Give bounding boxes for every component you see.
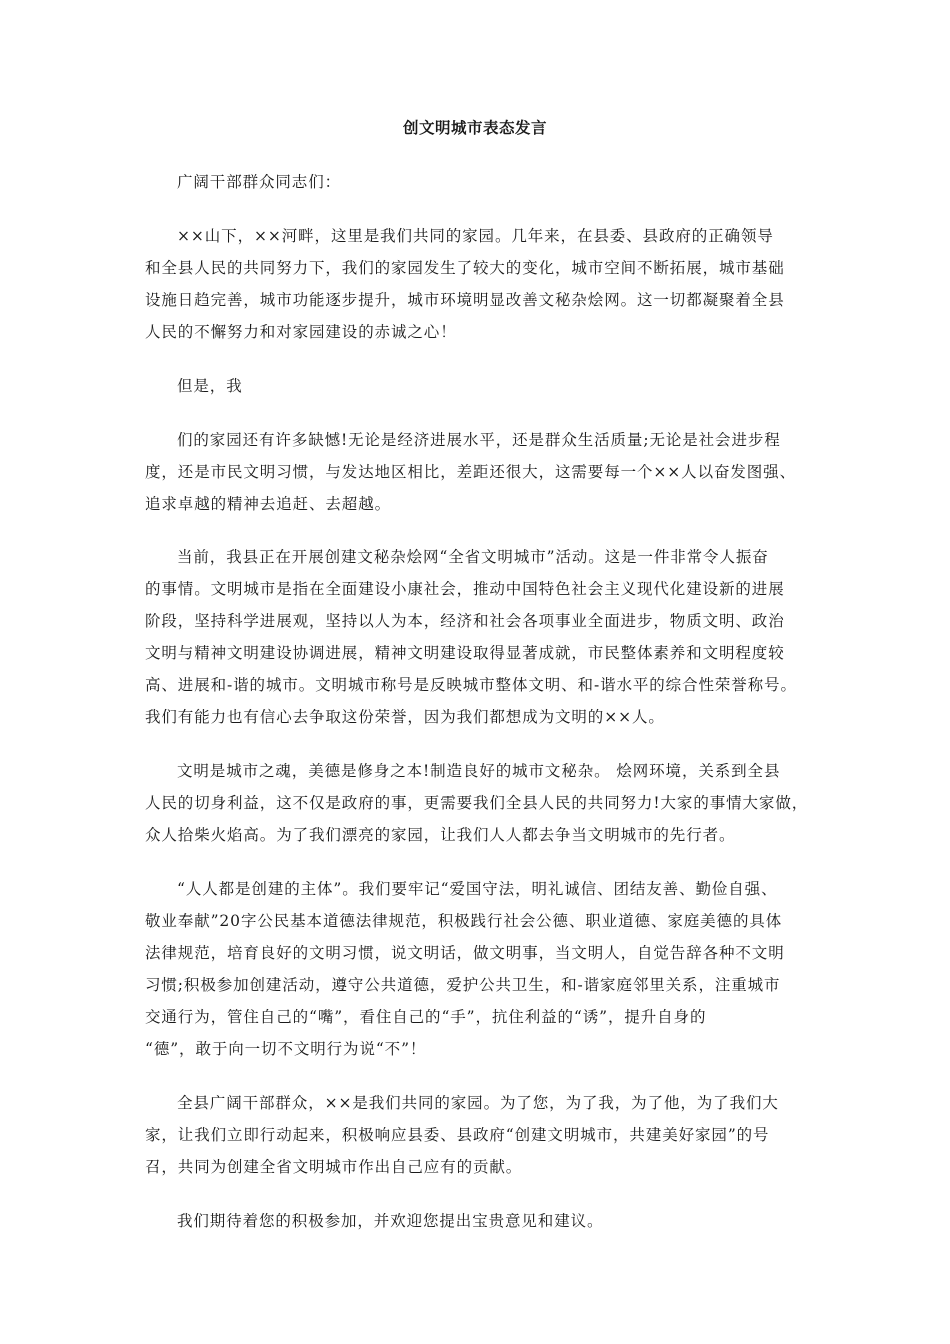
paragraph-line: 人民的不懈努力和对家园建设的赤诚之心！ — [145, 323, 457, 341]
paragraph-line: 高、进展和-谐的城市。文明城市称号是反映城市整体文明、和-谐水平的综合性荣誉称号。 — [145, 676, 797, 694]
salutation: 广阔干部群众同志们： — [177, 173, 342, 191]
paragraph-line: “人人都是创建的主体”。我们要牢记“爱国守法，明礼诚信、团结友善、勤俭自强、 — [177, 880, 778, 898]
paragraph-line: 度，还是市民文明习惯，与发达地区相比，差距还很大，这需要每一个××人以奋发图强、 — [145, 463, 796, 481]
paragraph-line: 但是，我 — [177, 377, 243, 395]
paragraph-line: 和全县人民的共同努力下，我们的家园发生了较大的变化，城市空间不断拓展，城市基础 — [145, 259, 785, 277]
paragraph-line: 追求卓越的精神去追赶、去超越。 — [145, 495, 392, 513]
paragraph-line: ××山下，××河畔，这里是我们共同的家园。几年来，在县委、县政府的正确领导 — [177, 227, 774, 245]
paragraph-line: 设施日趋完善，城市功能逐步提升，城市环境明显改善文秘杂烩网。这一切都凝聚着全县 — [145, 291, 785, 309]
paragraph-line: “德”，敢于向一切不文明行为说“不”！ — [145, 1040, 427, 1058]
document-title: 创文明城市表态发言 — [402, 118, 547, 137]
paragraph-line: 的事情。文明城市是指在全面建设小康社会，推动中国特色社会主义现代化建设新的进展 — [145, 580, 785, 598]
paragraph-line: 们的家园还有许多缺憾!无论是经济进展水平，还是群众生活质量;无论是社会进步程 — [177, 431, 781, 449]
paragraph-line: 交通行为，管住自己的“嘴”，看住自己的“手”，抗住利益的“诱”，提升自身的 — [145, 1008, 707, 1026]
paragraph-line: 全县广阔干部群众，××是我们共同的家园。为了您，为了我，为了他，为了我们大 — [177, 1094, 779, 1112]
paragraph-line: 阶段，坚持科学进展观，坚持以人为本，经济和社会各项事业全面进步，物质文明、政治 — [145, 612, 785, 630]
paragraph-line: 当前，我县正在开展创建文秘杂烩网“全省文明城市”活动。这是一件非常令人振奋 — [177, 548, 769, 566]
paragraph-line: 人民的切身利益，这不仅是政府的事，更需要我们全县人民的共同努力!大家的事情大家做， — [145, 794, 809, 812]
paragraph-line: 众人拾柴火焰高。为了我们漂亮的家园，让我们人人都去争当文明城市的先行者。 — [145, 826, 736, 844]
paragraph-line: 文明与精神文明建设协调进展，精神文明建设取得显著成就，市民整体素养和文明程度较 — [145, 644, 785, 662]
paragraph-line: 文明是城市之魂，美德是修身之本!制造良好的城市文秘杂。 烩网环境，关系到全县 — [177, 762, 781, 780]
paragraph-line: 家，让我们立即行动起来，积极响应县委、县政府“创建文明城市，共建美好家园”的号 — [145, 1126, 770, 1144]
paragraph-line: 习惯;积极参加创建活动，遵守公共道德，爱护公共卫生，和-谐家庭邻里关系，注重城市 — [145, 976, 781, 994]
paragraph-line: 敬业奉献”20字公民基本道德法律规范，积极践行社会公德、职业道德、家庭美德的具体 — [145, 912, 783, 930]
paragraph-line: 我们期待着您的积极参加，并欢迎您提出宝贵意见和建议。 — [177, 1212, 604, 1230]
paragraph-line: 法律规范，培育良好的文明习惯，说文明话，做文明事，当文明人，自觉告辞各种不文明 — [145, 944, 785, 962]
paragraph-line: 我们有能力也有信心去争取这份荣誉，因为我们都想成为文明的××人。 — [145, 708, 665, 726]
paragraph-line: 召，共同为创建全省文明城市作出自己应有的贡献。 — [145, 1158, 523, 1176]
